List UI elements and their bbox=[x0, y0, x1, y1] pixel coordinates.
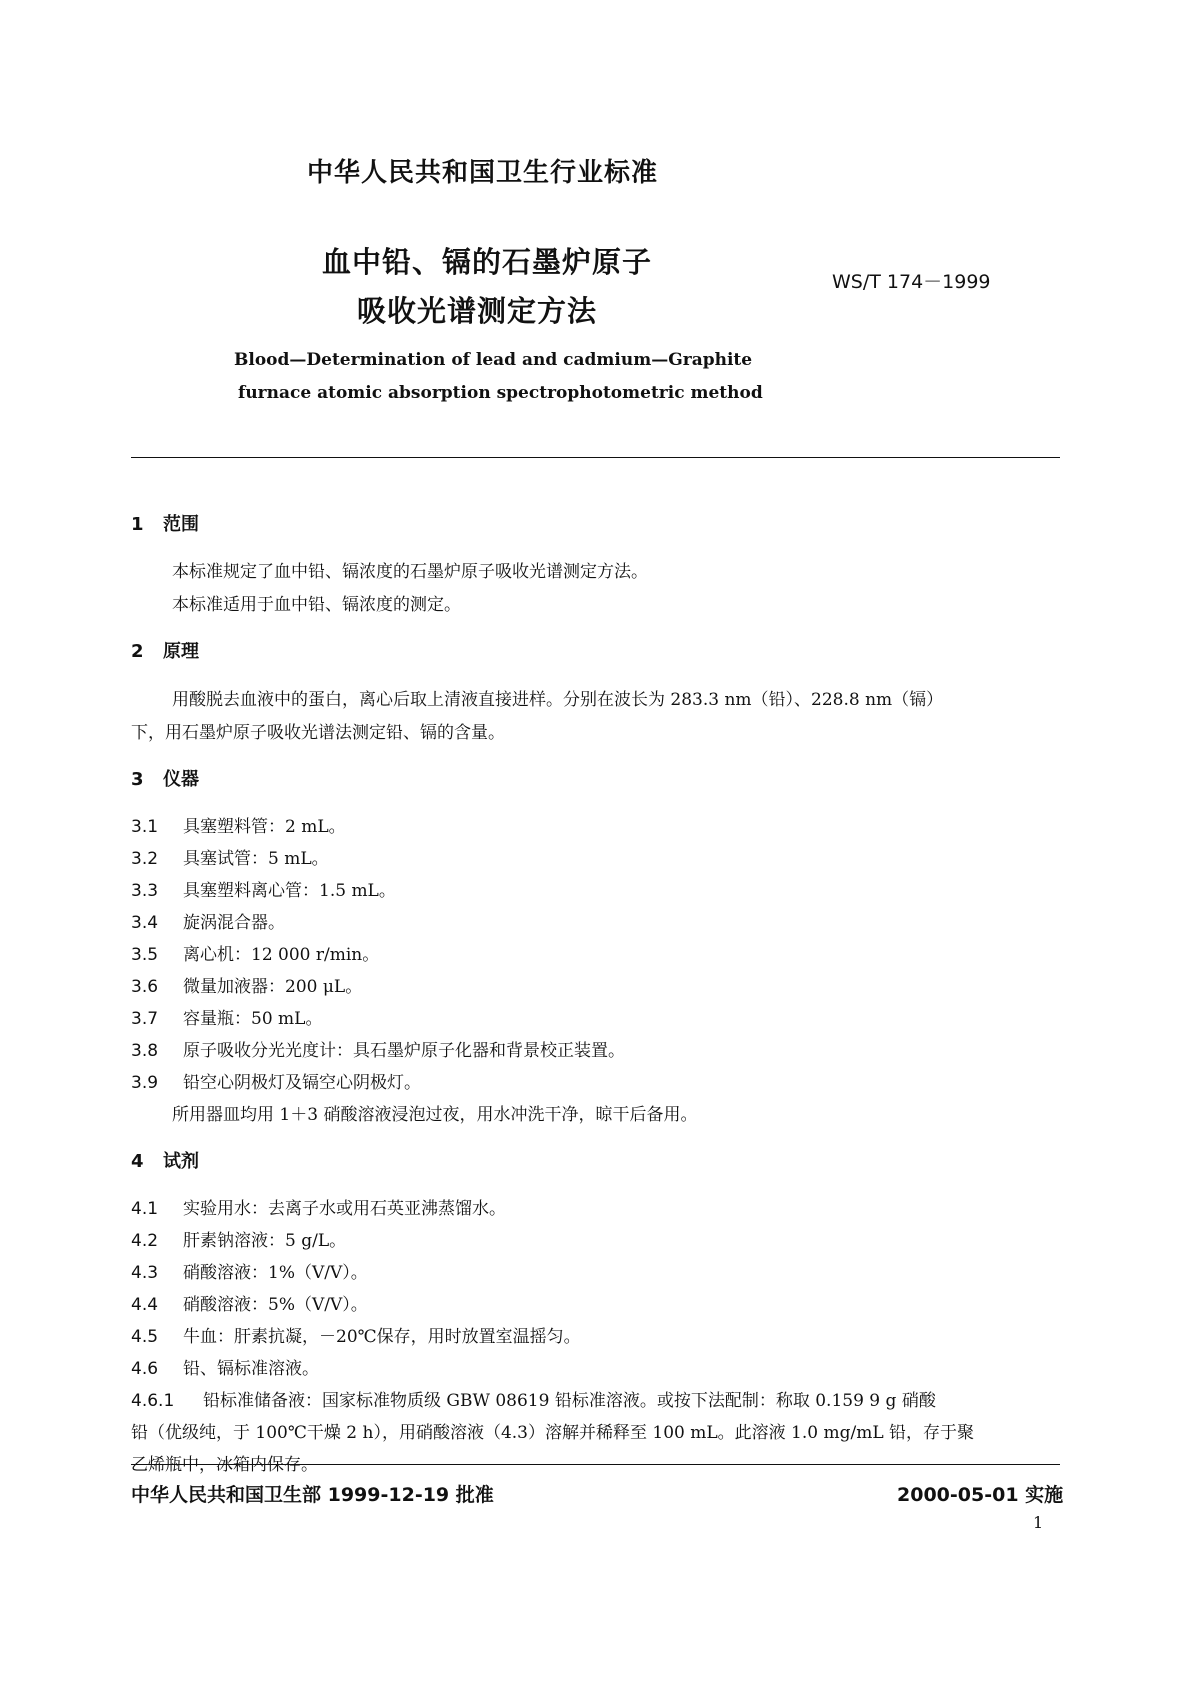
item-number: 4.2 bbox=[131, 1231, 159, 1251]
paragraph-line: 用酸脱去血液中的蛋白，离心后取上清液直接进样。分别在波长为 283.3 nm（铅）、228.8 nm（镉） bbox=[172, 690, 944, 710]
list-item bbox=[131, 876, 396, 901]
standard-code: WS/T 174－1999 bbox=[832, 271, 991, 293]
item-text: 实验用水：去离子水或用石英亚沸蒸馏水。 bbox=[183, 1199, 506, 1219]
item-number: 3.4 bbox=[131, 913, 159, 933]
item-number: 3.8 bbox=[131, 1041, 159, 1061]
paragraph-line: 铅（优级纯，于 100℃干燥 2 h），用硝酸溶液（4.3）溶解并稀释至 100 mL。此溶液 1.0 mg/mL 铅，存于聚 bbox=[131, 1423, 975, 1443]
item-number: 4.1 bbox=[131, 1199, 159, 1219]
note-paragraph: 所用器皿均用 1＋3 硝酸溶液浸泡过夜，用水冲洗干净，晾干后备用。 bbox=[172, 1105, 698, 1125]
list-item bbox=[131, 1194, 506, 1219]
approval-line: 中华人民共和国卫生部 1999-12-19 批准 bbox=[131, 1484, 494, 1506]
item-number: 4.5 bbox=[131, 1327, 159, 1347]
item-text: 旋涡混合器。 bbox=[183, 913, 285, 933]
paragraph-line: 下，用石墨炉原子吸收光谱法测定铅、镉的含量。 bbox=[131, 723, 505, 743]
section-title: 仪器 bbox=[163, 769, 199, 790]
english-title-line-1: Blood—Determination of lead and cadmium—Graphite bbox=[234, 350, 753, 370]
document-title-line-1: 血中铅、镉的石墨炉原子 bbox=[322, 245, 653, 279]
paragraph: 本标准适用于血中铅、镉浓度的测定。 bbox=[172, 595, 461, 615]
section-4-heading bbox=[131, 1147, 199, 1173]
item-number: 3.2 bbox=[131, 849, 159, 869]
item-text: 肝素钠溶液：5 g/L。 bbox=[183, 1231, 347, 1251]
sub-item bbox=[131, 1386, 936, 1411]
list-item bbox=[131, 812, 346, 837]
section-title: 试剂 bbox=[163, 1151, 199, 1172]
list-item bbox=[131, 908, 285, 933]
list-item bbox=[131, 1036, 625, 1061]
item-number: 4.6 bbox=[131, 1359, 159, 1379]
list-item bbox=[131, 1258, 368, 1283]
item-number: 3.6 bbox=[131, 977, 159, 997]
item-number: 4.6.1 bbox=[131, 1391, 175, 1411]
document-title-line-2: 吸收光谱测定方法 bbox=[357, 294, 598, 328]
section-2-heading bbox=[131, 637, 199, 663]
item-text: 铅标准储备液：国家标准物质级 GBW 08619 铅标准溶液。或按下法配制：称取 0.159 9 g 硝酸 bbox=[203, 1391, 936, 1411]
item-text: 铅空心阴极灯及镉空心阴极灯。 bbox=[183, 1073, 421, 1093]
item-number: 4.4 bbox=[131, 1295, 159, 1315]
item-text: 牛血：肝素抗凝，－20℃保存，用时放置室温摇匀。 bbox=[183, 1327, 581, 1347]
item-text: 硝酸溶液：1%（V/V）。 bbox=[183, 1263, 368, 1283]
list-item bbox=[131, 844, 329, 869]
item-text: 铅、镉标准溶液。 bbox=[183, 1359, 319, 1379]
item-text: 具塞塑料离心管：1.5 mL。 bbox=[183, 881, 396, 901]
footer-divider bbox=[131, 1464, 1060, 1465]
item-number: 3.3 bbox=[131, 881, 159, 901]
item-text: 原子吸收分光光度计：具石墨炉原子化器和背景校正装置。 bbox=[183, 1041, 625, 1061]
page-number: 1 bbox=[1033, 1513, 1044, 1532]
item-number: 4.3 bbox=[131, 1263, 159, 1283]
item-text: 微量加液器：200 μL。 bbox=[183, 977, 363, 997]
header-divider bbox=[131, 457, 1060, 458]
list-item bbox=[131, 1226, 346, 1251]
list-item bbox=[131, 1322, 581, 1347]
section-number: 3 bbox=[131, 769, 144, 790]
list-item bbox=[131, 1354, 319, 1379]
section-title: 范围 bbox=[163, 514, 199, 535]
section-number: 2 bbox=[131, 641, 144, 662]
list-item bbox=[131, 940, 379, 965]
section-number: 4 bbox=[131, 1151, 144, 1172]
paragraph-line: 乙烯瓶中，冰箱内保存。 bbox=[131, 1455, 318, 1475]
list-item bbox=[131, 1068, 421, 1093]
english-title-line-2: furnace atomic absorption spectrophotometric method bbox=[238, 383, 763, 403]
item-number: 3.7 bbox=[131, 1009, 159, 1029]
section-number: 1 bbox=[131, 514, 144, 535]
item-number: 3.5 bbox=[131, 945, 159, 965]
item-text: 具塞试管：5 mL。 bbox=[183, 849, 329, 869]
list-item bbox=[131, 1290, 368, 1315]
item-text: 容量瓶：50 mL。 bbox=[183, 1009, 323, 1029]
org-title: 中华人民共和国卫生行业标准 bbox=[307, 158, 659, 188]
section-1-heading bbox=[131, 510, 199, 536]
section-title: 原理 bbox=[163, 641, 199, 662]
implementation-date: 2000-05-01 实施 bbox=[897, 1484, 1064, 1506]
item-number: 3.1 bbox=[131, 817, 159, 837]
item-text: 硝酸溶液：5%（V/V）。 bbox=[183, 1295, 368, 1315]
list-item bbox=[131, 972, 362, 997]
section-3-heading bbox=[131, 765, 199, 791]
item-text: 具塞塑料管：2 mL。 bbox=[183, 817, 346, 837]
paragraph: 本标准规定了血中铅、镉浓度的石墨炉原子吸收光谱测定方法。 bbox=[172, 562, 648, 582]
item-text: 离心机：12 000 r/min。 bbox=[183, 945, 380, 965]
list-item bbox=[131, 1004, 322, 1029]
item-number: 3.9 bbox=[131, 1073, 159, 1093]
